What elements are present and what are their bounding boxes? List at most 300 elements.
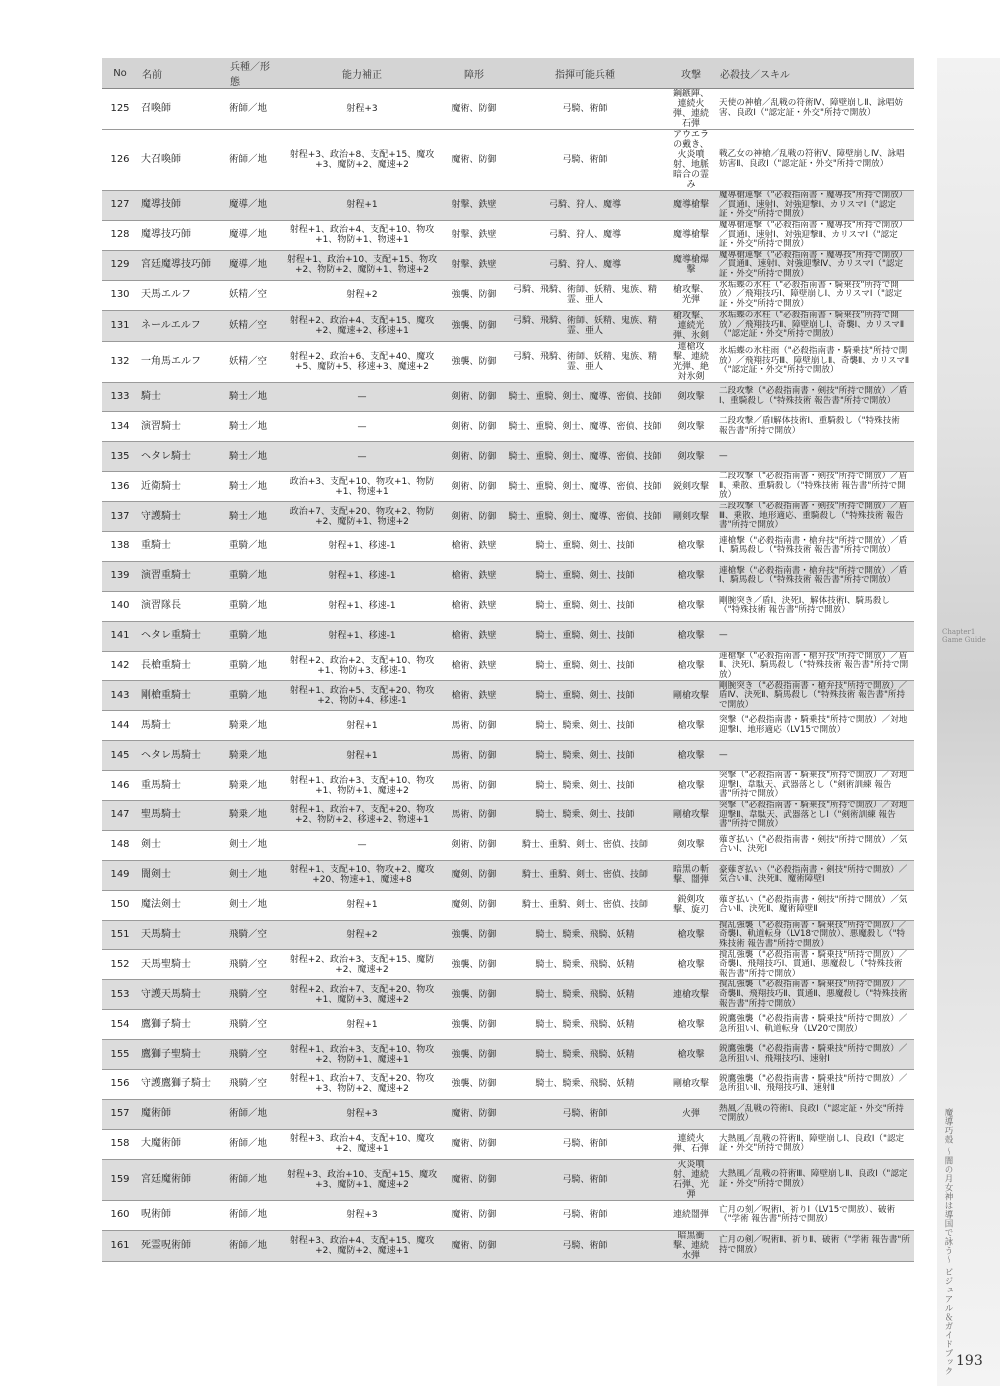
table-cell-no: 136 [102,472,138,502]
table-cell-terrain: 魔術、防御 [444,1230,504,1261]
header-skill: 必殺技／スキル [716,58,914,89]
table-cell-command: 騎士、重騎、剣士、魔導、密偵、技師 [504,382,666,412]
table-cell-name: 闇剣士 [138,860,226,890]
table-row [102,442,914,472]
table-cell-terrain: 強襲、防御 [444,341,504,382]
table-cell-bonus: 射程+1 [280,1010,444,1040]
table-cell-no: 157 [102,1099,138,1129]
table-cell-terrain: 強襲、防御 [444,280,504,310]
unit-table-area [102,58,914,1262]
table-cell-type: 重騎／地 [226,621,280,651]
table-cell-skill: 突撃（"必殺指南書・騎乗技"所持で開放）／対地迎撃Ⅰ、韋駄天、武器落とし（"剣術訓練 報告書"所持で開放） [716,771,914,801]
chapter-tag [942,628,986,644]
table-cell-attack: 槍攻撃 [666,1040,716,1070]
table-row [102,250,914,280]
table-cell-name: 馬騎士 [138,711,226,741]
table-cell-name: 守護鷹獅子騎士 [138,1070,226,1100]
table-row [102,950,914,980]
table-cell-attack: 槍攻撃 [666,532,716,562]
table-cell-no: 161 [102,1230,138,1261]
table-cell-bonus: 射程+1 [280,191,444,221]
table-cell-bonus: 射程+1、政治+7、支配+20、物攻+3、物防+2、魔速+2 [280,1070,444,1100]
table-cell-skill: 突撃（"必殺指南書・騎乗技"所持で開放）／対地迎撃Ⅰ、地形適応（LV15で開放） [716,711,914,741]
table-cell-bonus: 射程+1、移速-1 [280,591,444,621]
table-cell-attack: 槍攻撃 [666,621,716,651]
table-cell-bonus: 射程+1、政治+10、支配+15、物攻+2、物防+2、魔防+1、物速+2 [280,250,444,280]
table-cell-no: 147 [102,801,138,831]
table-cell-type: 術師／地 [226,1099,280,1129]
table-cell-type: 剣士／地 [226,890,280,920]
table-cell-command: 騎士、騎乗、飛騎、妖精 [504,980,666,1010]
table-cell-no: 137 [102,502,138,532]
table-cell-command: 弓騎、狩人、魔導 [504,220,666,250]
table-cell-name: ネールエルフ [138,310,226,341]
table-cell-terrain: 魔術、防御 [444,1200,504,1230]
table-row [102,651,914,681]
table-cell-name: 魔術師 [138,1099,226,1129]
table-row [102,771,914,801]
table-cell-bonus: 射程+2、政治+3、支配+15、魔防+2、魔速+2 [280,950,444,980]
table-row [102,860,914,890]
book-title: 魔導巧殻 〜闇の月女神は導国で詠う〜 ビジュアル＆ガイドブック [943,1108,953,1376]
table-cell-attack: 槍攻撃 [666,920,716,950]
table-cell-terrain: 魔術、防御 [444,1129,504,1159]
table-cell-skill: 二段攻撃（"必殺指南書・剣技"所持で開放）／盾Ⅰ、重騎殺し（"特殊技術 報告書"所持で開放） [716,382,914,412]
table-row [102,1159,914,1200]
table-cell-type: 魔導／地 [226,220,280,250]
header-name: 名前 [138,58,226,89]
table-cell-skill: — [716,621,914,651]
table-cell-command: 騎士、重騎、剣士、魔導、密偵、技師 [504,442,666,472]
table-cell-type: 騎乗／地 [226,741,280,771]
table-row [102,130,914,191]
table-cell-attack: 剣攻撃 [666,382,716,412]
table-cell-command: 弓騎、術師 [504,1159,666,1200]
table-cell-name: 重馬騎士 [138,771,226,801]
table-row [102,920,914,950]
table-cell-bonus: 射程+3、政治+4、支配+15、魔攻+2、魔防+2、魔速+1 [280,1230,444,1261]
table-cell-type: 術師／地 [226,1129,280,1159]
table-cell-terrain: 剣術、防御 [444,382,504,412]
table-row [102,89,914,130]
table-cell-command: 騎士、重騎、剣士、技師 [504,532,666,562]
table-cell-type: 騎乗／地 [226,711,280,741]
chapter-label: Chapter1 [942,628,976,636]
table-row [102,890,914,920]
table-cell-attack: 魔導槍撃 [666,220,716,250]
table-cell-bonus: — [280,442,444,472]
table-cell-terrain: 強襲、防御 [444,310,504,341]
table-cell-type: 妖精／空 [226,280,280,310]
table-cell-bonus: — [280,412,444,442]
table-cell-skill: 魔導槍連撃（"必殺指南書・魔導技"所持で開放）／貫通Ⅰ、速射Ⅰ、対強迎撃Ⅰ、カリスマⅠ（"認定証・外交"所持で開放） [716,191,914,221]
table-cell-terrain: 馬術、防御 [444,711,504,741]
table-cell-name: 宮廷魔導技巧師 [138,250,226,280]
table-cell-skill: 突撃（"必殺指南書・騎乗技"所持で開放）／対地迎撃Ⅱ、韋駄天、武器落としⅠ（"剣術訓練 報告書"所持で開放） [716,801,914,831]
table-cell-name: 魔法剣士 [138,890,226,920]
table-row [102,1010,914,1040]
table-cell-bonus: 射程+3、政治+8、支配+15、魔攻+3、魔防+2、魔速+2 [280,130,444,191]
table-cell-bonus: 射程+1、政治+5、支配+20、物攻+2、物防+4、移速-1 [280,681,444,711]
table-cell-skill: 連槍撃（"必殺指南書・槍弁技"所持で開放）／盾Ⅰ、騎馬殺し（"特殊技術 報告書"所持で開放） [716,532,914,562]
table-cell-command: 弓騎、術師 [504,1230,666,1261]
table-cell-terrain: 馬術、防御 [444,771,504,801]
table-row [102,1070,914,1100]
table-cell-terrain: 魔術、防御 [444,89,504,130]
table-cell-no: 140 [102,591,138,621]
table-cell-command: 騎士、重騎、剣士、密偵、技師 [504,830,666,860]
header-command: 指揮可能兵種 [504,58,666,89]
table-cell-skill: 戦乙女の神槍／乱戦の符術Ⅴ、障壁崩しⅣ、詠唱妨害Ⅱ、良政Ⅰ（"認定証・外交"所持で開放） [716,130,914,191]
table-cell-attack: 火炎噴射、連続石弾、光弾 [666,1159,716,1200]
table-cell-skill: 撹乱強襲（"必殺指南書・騎乗技"所持で開放）／奇襲Ⅱ、飛翔技巧Ⅱ、貫通Ⅱ、悪魔殺し（"特殊技術 報告書"所持で開放） [716,980,914,1010]
table-cell-no: 160 [102,1200,138,1230]
table-cell-type: 重騎／地 [226,591,280,621]
table-row [102,1200,914,1230]
table-cell-type: 騎乗／地 [226,801,280,831]
table-cell-name: 召喚師 [138,89,226,130]
header-bonus: 能力補正 [280,58,444,89]
table-cell-no: 129 [102,250,138,280]
table-cell-type: 重騎／地 [226,651,280,681]
table-cell-type: 騎乗／地 [226,771,280,801]
table-cell-command: 騎士、重騎、剣士、技師 [504,591,666,621]
table-row [102,591,914,621]
table-cell-attack: 連続闇弾 [666,1200,716,1230]
table-cell-attack: 暗黒衝撃、連続水弾 [666,1230,716,1261]
table-cell-terrain: 強襲、防御 [444,920,504,950]
table-cell-terrain: 魔術、防御 [444,130,504,191]
table-cell-skill: 鋭鷹強襲（"必殺指南書・騎乗技"所持で開放）／急所狙いⅠ、軌道転身（LV20で開放） [716,1010,914,1040]
table-cell-command: 弓騎、術師 [504,1099,666,1129]
table-cell-skill: 剛腕突き／盾Ⅰ、決死Ⅰ、解体技術Ⅰ、騎馬殺し（"特殊技術 報告書"所持で開放） [716,591,914,621]
table-cell-terrain: 馬術、防御 [444,741,504,771]
table-cell-command: 騎士、騎乗、飛騎、妖精 [504,1070,666,1100]
table-cell-terrain: 剣術、防御 [444,472,504,502]
table-cell-name: 騎士 [138,382,226,412]
table-row [102,1099,914,1129]
table-cell-attack: 槍攻撃 [666,950,716,980]
table-cell-skill: 亡月の刻／呪術Ⅰ、祈りⅠ（LV15で開放）、破術（"学術 報告書"所持で開放） [716,1200,914,1230]
table-cell-name: 演習騎士 [138,412,226,442]
table-cell-attack: 剣攻撃 [666,442,716,472]
table-cell-attack: 鋭剣攻撃 [666,472,716,502]
table-row [102,830,914,860]
table-cell-type: 騎士／地 [226,472,280,502]
table-cell-command: 騎士、騎乗、剣士、技師 [504,771,666,801]
table-cell-skill: 撹乱強襲（"必殺指南書・騎乗技"所持で開放）／奇襲Ⅰ、軌道転身（LV18で開放）、悪魔殺し（"特殊技術 報告書"所持で開放） [716,920,914,950]
table-cell-no: 148 [102,830,138,860]
table-row [102,310,914,341]
table-cell-type: 飛騎／空 [226,1010,280,1040]
table-cell-skill: 撹乱強襲（"必殺指南書・騎乗技"所持で開放）／奇襲Ⅰ、飛翔技巧Ⅰ、貫通Ⅰ、悪魔殺し（"特殊技術 報告書"所持で開放） [716,950,914,980]
table-cell-skill: 二段攻撃／盾Ⅰ解体技術Ⅰ、重騎殺し（"特殊技術 報告書"所持で開放） [716,412,914,442]
table-cell-attack: 槍攻撃 [666,711,716,741]
table-cell-terrain: 射撃、鉄壁 [444,220,504,250]
table-cell-no: 146 [102,771,138,801]
table-cell-type: 飛騎／空 [226,1040,280,1070]
table-cell-no: 145 [102,741,138,771]
table-cell-command: 騎士、騎乗、剣士、技師 [504,801,666,831]
table-cell-terrain: 魔術、防御 [444,1159,504,1200]
table-cell-bonus: 射程+2、政治+6、支配+40、魔攻+5、魔防+5、移速+3、魔速+2 [280,341,444,382]
table-row [102,801,914,831]
table-cell-command: 騎士、重騎、剣士、技師 [504,621,666,651]
table-cell-skill: 魔導槍連撃（"必殺指南書・魔導技"所持で開放）／貫通Ⅱ、速射Ⅰ、対強迎撃Ⅳ、カリスマⅠ（"認定証・外交"所持で開放） [716,250,914,280]
table-cell-bonus: 政治+7、支配+20、物攻+2、物防+2、魔防+1、物速+2 [280,502,444,532]
table-cell-name: 守護天馬騎士 [138,980,226,1010]
table-cell-attack: 魔導槍撃 [666,191,716,221]
table-cell-bonus: 射程+1 [280,711,444,741]
table-header-row [102,58,914,89]
table-row [102,412,914,442]
table-cell-bonus: 射程+3 [280,1099,444,1129]
table-cell-no: 141 [102,621,138,651]
table-cell-skill: 大熱風／乱戦の符術Ⅱ、障壁崩しⅠ、良政Ⅰ（"認定証・外交"所持で開放） [716,1129,914,1159]
table-cell-type: 術師／地 [226,1159,280,1200]
table-cell-bonus: 射程+1、移速-1 [280,561,444,591]
table-cell-bonus: 射程+2、政治+4、支配+15、魔攻+2、魔速+2、移速+1 [280,310,444,341]
table-cell-skill: 魔導槍連撃（"必殺指南書・魔導技"所持で開放）／貫通Ⅰ、速射Ⅰ、対強迎撃Ⅱ、カリスマⅠ（"認定証・外交"所持で開放） [716,220,914,250]
table-cell-bonus: 射程+2、政治+2、支配+10、物攻+1、物防+3、移速-1 [280,651,444,681]
table-cell-attack: 火弾 [666,1099,716,1129]
table-cell-no: 142 [102,651,138,681]
table-cell-skill: 熱風／乱戦の符術Ⅰ、良政Ⅰ（"認定証・外交"所持で開放） [716,1099,914,1129]
table-cell-type: 飛騎／空 [226,920,280,950]
table-row [102,711,914,741]
table-cell-command: 騎士、騎乗、剣士、技師 [504,741,666,771]
table-cell-attack: 槍攻撃 [666,651,716,681]
table-cell-name: 鷹獅子聖騎士 [138,1040,226,1070]
table-cell-terrain: 槍術、鉄壁 [444,651,504,681]
table-cell-terrain: 剣術、防御 [444,412,504,442]
table-cell-name: 守護騎士 [138,502,226,532]
table-cell-name: 一角馬エルフ [138,341,226,382]
table-cell-name: 魔導技巧師 [138,220,226,250]
page-number: 193 [956,1353,983,1369]
table-cell-command: 弓騎、飛騎、術師、妖精、鬼族、精霊、亜人 [504,310,666,341]
table-cell-attack: 魔導槍爆撃 [666,250,716,280]
table-cell-type: 重騎／地 [226,561,280,591]
table-cell-command: 弓騎、術師 [504,1129,666,1159]
table-cell-skill: 連槍撃（"必殺指南書・槍弁技"所持で開放）／盾Ⅱ、決死Ⅰ、騎馬殺し（"特殊技術 報告書"所持で開放） [716,651,914,681]
table-cell-name: 長槍重騎士 [138,651,226,681]
table-cell-name: 天馬騎士 [138,920,226,950]
table-cell-bonus: 射程+1、移速-1 [280,621,444,651]
table-cell-bonus: 射程+2 [280,920,444,950]
table-cell-command: 弓騎、飛騎、術師、妖精、鬼族、精霊、亜人 [504,280,666,310]
table-cell-name: 剛槍重騎士 [138,681,226,711]
table-row [102,502,914,532]
table-cell-skill: 氷垢蝶の氷柱（"必殺指南書・騎乗技"所持で開放）／飛翔技巧Ⅱ、障壁崩しⅠ、奇襲Ⅰ、カリスマⅡ（"認定証・外交"所持で開放） [716,310,914,341]
table-cell-bonus: 射程+1、政治+3、支配+10、物攻+1、物防+1、魔速+2 [280,771,444,801]
table-cell-attack: 槍攻撃、連続光弾、氷剣 [666,310,716,341]
table-cell-bonus: 射程+1、政治+3、支配+10、物攻+2、物防+1、魔速+1 [280,1040,444,1070]
table-cell-bonus: 射程+1、移速-1 [280,532,444,562]
table-cell-command: 騎士、騎乗、飛騎、妖精 [504,1040,666,1070]
table-cell-attack: 鋭剣攻撃、旋刃 [666,890,716,920]
table-cell-attack: 連続火弾、石弾 [666,1129,716,1159]
table-cell-name: 魔導技師 [138,191,226,221]
table-cell-type: 重騎／地 [226,532,280,562]
table-cell-terrain: 射撃、鉄壁 [444,191,504,221]
table-cell-type: 騎士／地 [226,442,280,472]
table-cell-terrain: 強襲、防御 [444,980,504,1010]
table-cell-no: 159 [102,1159,138,1200]
table-cell-terrain: 魔術、防御 [444,1099,504,1129]
table-cell-command: 弓騎、飛騎、術師、妖精、鬼族、精霊、亜人 [504,341,666,382]
table-cell-command: 騎士、重騎、剣士、技師 [504,561,666,591]
table-cell-name: 大召喚師 [138,130,226,191]
table-row [102,1040,914,1070]
table-cell-no: 130 [102,280,138,310]
table-cell-terrain: 魔剣、防御 [444,890,504,920]
table-cell-name: ヘタレ重騎士 [138,621,226,651]
table-cell-type: 術師／地 [226,89,280,130]
table-cell-type: 魔導／地 [226,191,280,221]
table-cell-command: 騎士、騎乗、飛騎、妖精 [504,950,666,980]
table-cell-attack: 剛槍攻撃 [666,1070,716,1100]
table-cell-name: 天馬エルフ [138,280,226,310]
table-cell-terrain: 剣術、防御 [444,830,504,860]
table-cell-bonus: 射程+3、政治+10、支配+15、魔攻+3、魔防+1、魔速+2 [280,1159,444,1200]
table-cell-no: 143 [102,681,138,711]
table-cell-command: 騎士、騎乗、飛騎、妖精 [504,1010,666,1040]
table-cell-name: 剣士 [138,830,226,860]
table-cell-name: 聖馬騎士 [138,801,226,831]
table-row [102,741,914,771]
table-cell-terrain: 強襲、防御 [444,1040,504,1070]
table-cell-attack: 連槍攻撃 [666,980,716,1010]
table-cell-attack: 槍攻撃 [666,561,716,591]
table-cell-skill: 剛腕突き（"必殺指南書・槍弁技"所持で開放）／盾Ⅳ、決死Ⅱ、騎馬殺し（"特殊技術 報告書"所持で開放） [716,681,914,711]
table-cell-command: 弓騎、術師 [504,1200,666,1230]
table-cell-command: 弓騎、狩人、魔導 [504,191,666,221]
table-cell-attack: 鋼鏃陣、連続火弾、連続石弾 [666,89,716,130]
table-cell-bonus: 射程+3 [280,1200,444,1230]
table-row [102,382,914,412]
table-cell-no: 125 [102,89,138,130]
table-cell-name: 近衛騎士 [138,472,226,502]
table-cell-bonus: 射程+3、政治+4、支配+10、魔攻+2、魔速+1 [280,1129,444,1159]
table-cell-attack: 槍攻撃、光弾 [666,280,716,310]
table-row [102,191,914,221]
table-cell-bonus: 射程+1 [280,890,444,920]
table-cell-terrain: 槍術、鉄壁 [444,681,504,711]
table-cell-command: 騎士、騎乗、剣士、技師 [504,711,666,741]
table-cell-no: 144 [102,711,138,741]
table-cell-no: 152 [102,950,138,980]
table-cell-no: 149 [102,860,138,890]
table-cell-skill: 薙ぎ払い（"必殺指南書・剣技"所持で開放）／気合いⅡ、決死Ⅱ、魔術障壁Ⅱ [716,890,914,920]
table-cell-command: 騎士、騎乗、飛騎、妖精 [504,920,666,950]
table-cell-terrain: 槍術、鉄壁 [444,621,504,651]
table-cell-no: 155 [102,1040,138,1070]
table-cell-attack: 剛槍攻撃 [666,801,716,831]
table-cell-attack: 槍攻撃 [666,1010,716,1040]
header-attack: 攻撃 [666,58,716,89]
table-row [102,1129,914,1159]
table-cell-command: 弓騎、狩人、魔導 [504,250,666,280]
table-cell-command: 騎士、重騎、剣士、魔導、密偵、技師 [504,502,666,532]
table-cell-no: 154 [102,1010,138,1040]
table-cell-attack: 剛剣攻撃 [666,502,716,532]
table-cell-no: 158 [102,1129,138,1159]
table-cell-terrain: 魔剣、防御 [444,860,504,890]
table-cell-terrain: 強襲、防御 [444,1010,504,1040]
table-cell-type: 騎士／地 [226,382,280,412]
table-cell-type: 妖精／空 [226,310,280,341]
table-cell-type: 飛騎／空 [226,1070,280,1100]
table-cell-skill: 鋭鷹強襲（"必殺指南書・騎乗技"所持で開放）／急所狙いⅡ、飛翔技巧Ⅱ、速射Ⅱ [716,1070,914,1100]
table-cell-no: 134 [102,412,138,442]
table-cell-no: 156 [102,1070,138,1100]
table-cell-type: 剣士／地 [226,860,280,890]
table-cell-no: 139 [102,561,138,591]
table-cell-skill: 氷垢蝶の氷柱雨（"必殺指南書・騎乗技"所持で開放）／飛翔技巧Ⅲ、障壁崩しⅡ、奇襲Ⅱ、カリスマⅡ（"認定証・外交"所持で開放） [716,341,914,382]
table-cell-skill: 天使の神槍／乱戦の符術Ⅳ、障壁崩しⅡ、詠唱妨害、良政Ⅰ（"認定証・外交"所持で開放） [716,89,914,130]
table-cell-name: 鷹獅子騎士 [138,1010,226,1040]
table-cell-name: 死霊呪術師 [138,1230,226,1261]
table-cell-bonus: 射程+3 [280,89,444,130]
table-cell-command: 騎士、重騎、剣士、密偵、技師 [504,890,666,920]
table-cell-attack: 剣攻撃 [666,412,716,442]
table-row [102,561,914,591]
table-cell-no: 131 [102,310,138,341]
table-cell-no: 153 [102,980,138,1010]
table-cell-terrain: 射撃、鉄壁 [444,250,504,280]
table-cell-terrain: 剣術、防御 [444,442,504,472]
table-cell-skill: 氷垢蝶の氷柱（"必殺指南書・騎乗技"所持で開放）／飛翔技巧Ⅰ、障壁崩しⅠ、カリスマⅠ（"認定証・外交"所持で開放） [716,280,914,310]
table-cell-skill: 連槍撃（"必殺指南書・槍弁技"所持で開放）／盾Ⅰ、騎馬殺し（"特殊技術 報告書"所持で開放） [716,561,914,591]
table-cell-terrain: 槍術、鉄壁 [444,532,504,562]
header-type: 兵種／形態 [226,58,280,89]
table-body [102,89,914,1262]
table-cell-no: 132 [102,341,138,382]
table-cell-skill: — [716,442,914,472]
table-cell-command: 騎士、重騎、剣士、魔導、密偵、技師 [504,412,666,442]
unit-class-table [102,58,914,1262]
table-cell-skill: 豪薙ぎ払い（"必殺指南書・剣技"所持で開放）／気合いⅡ、決死Ⅱ、魔術障壁Ⅰ [716,860,914,890]
table-cell-attack: 剛槍攻撃 [666,681,716,711]
table-cell-name: ヘタレ馬騎士 [138,741,226,771]
table-cell-attack: 槍攻撃 [666,591,716,621]
table-cell-attack: アウエラの戴き、火炎噴射、地脈暗合の霊み [666,130,716,191]
table-cell-attack: 剣攻撃 [666,830,716,860]
table-cell-skill: 三段攻撃（"必殺指南書・剣技"所持で開放）／盾Ⅲ、乗散、地形適応、重騎殺し（"特殊技術 報告書"所持で開放） [716,502,914,532]
table-cell-skill: 二段攻撃（"必殺指南書・剣技"所持で開放）／盾Ⅱ、乗散、重騎殺し（"特殊技術 報告書"所持で開放） [716,472,914,502]
table-row [102,280,914,310]
table-cell-name: ヘタレ騎士 [138,442,226,472]
guide-label: Game Guide [942,636,986,644]
table-cell-name: 演習重騎士 [138,561,226,591]
table-cell-no: 126 [102,130,138,191]
table-row [102,681,914,711]
table-cell-bonus: 射程+1、政治+7、支配+20、物攻+2、物防+2、移速+2、物速+1 [280,801,444,831]
table-cell-bonus: — [280,382,444,412]
table-cell-terrain: 剣術、防御 [444,502,504,532]
table-cell-bonus: 射程+1、政治+4、支配+10、物攻+1、物防+1、物速+1 [280,220,444,250]
table-cell-command: 騎士、重騎、剣士、魔導、密偵、技師 [504,472,666,502]
table-cell-no: 133 [102,382,138,412]
table-cell-bonus: 政治+3、支配+10、物攻+1、物防+1、物速+1 [280,472,444,502]
table-cell-name: 演習隊長 [138,591,226,621]
table-cell-no: 151 [102,920,138,950]
table-cell-type: 重騎／地 [226,681,280,711]
table-cell-terrain: 馬術、防御 [444,801,504,831]
table-cell-type: 剣士／地 [226,830,280,860]
table-cell-no: 138 [102,532,138,562]
